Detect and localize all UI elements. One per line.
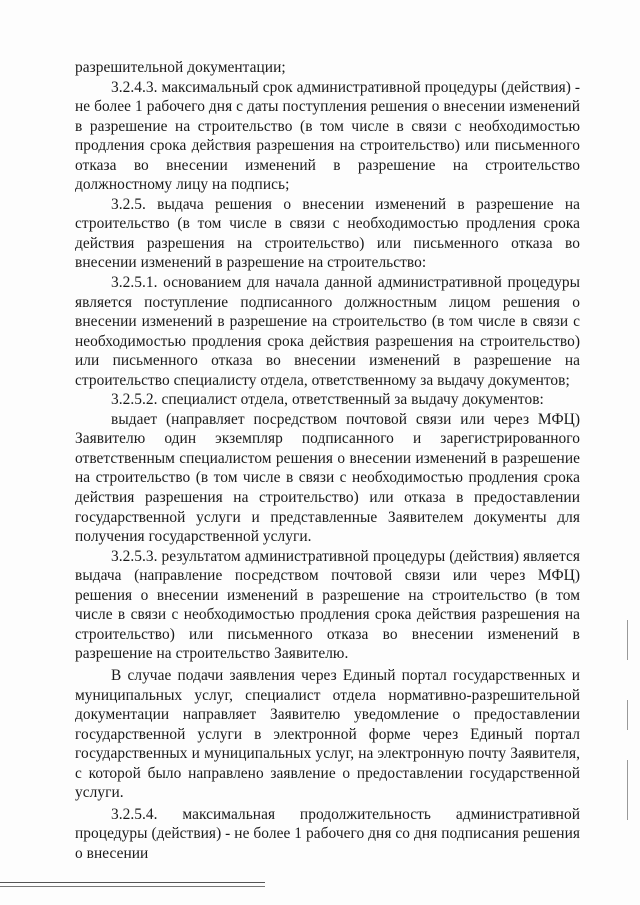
paragraph-3-2-4-3: 3.2.4.3. максимальный срок административной процедуры (действия) - не более 1 рабочего дня с даты поступления решения о внесении изменений в разрешение на строительство (в том числе в связи с необходимостью продления срока действия разрешения на строительство) или письменного отказа во внесении изменений в разрешение на строительство должностному лицу на подпись;	[75, 78, 580, 194]
document-body	[75, 58, 580, 863]
scan-edge-mark	[627, 620, 628, 660]
paragraph-issue-documents: выдает (направляет посредством почтовой связи или через МФЦ) Заявителю один экземпляр подписанного и зарегистрированного ответственным специалистом решения о внесении изменений в разрешение на строительство (в том числе в связи с необходимостью продления срока действия разрешения на строительство) или отказа в предоставлении государственной услуги и представленные Заявителем документы для получения государственной услуги.	[75, 410, 580, 546]
paragraph-3-2-5-1: 3.2.5.1. основанием для начала данной административной процедуры является поступление подписанного должностным лицом решения о внесении изменений в разрешение на строительство (в том числе в связи с необходимостью продления срока действия разрешения на строительство) или письменного отказа во внесении изменений в разрешение на строительство специалисту отдела, ответственному за выдачу документов;	[75, 274, 580, 389]
paragraph-3-2-5: 3.2.5. выдача решения о внесении изменений в разрешение на строительство (в том числе в связи с необходимостью продления срока действия разрешения на строительство) или письменного отказа во внесении изменений в разрешение на строительство:	[75, 195, 580, 272]
scan-edge-mark	[627, 760, 628, 820]
paragraph-3-2-5-3: 3.2.5.3. результатом административной процедуры (действия) является выдача (направление посредством почтовой связи или через МФЦ) решения о внесении изменений в разрешение на строительство (в том числе в связи с необходимостью продления срока действия разрешения на строительство) или письменного отказа во внесении изменений в разрешение на строительство Заявителю.	[75, 547, 580, 663]
footer-scan-line-secondary	[0, 886, 265, 887]
scan-edge-mark	[627, 700, 628, 730]
paragraph-3-2-5-2: 3.2.5.2. специалист отдела, ответственный за выдачу документов:	[111, 391, 544, 409]
paragraph-continuation: разрешительной документации;	[75, 59, 286, 76]
paragraph-epgu-notice: В случае подачи заявления через Единый портал государственных и муниципальных услуг, специалист отдела нормативно-разрешительной документации направляет Заявителю уведомление о предоставлении государственной услуги в электронной форме через Единый портал государственных и муниципальных услуг, на электронную почту Заявителя, с которой было направлено заявление о предоставлении государственной услуги.	[75, 666, 580, 802]
footer-scan-line	[0, 882, 265, 883]
paragraph-3-2-5-4: 3.2.5.4. максимальная продолжительность административной процедуры (действия) - не более 1 рабочего дня со дня подписания решения о внесении	[75, 805, 580, 862]
